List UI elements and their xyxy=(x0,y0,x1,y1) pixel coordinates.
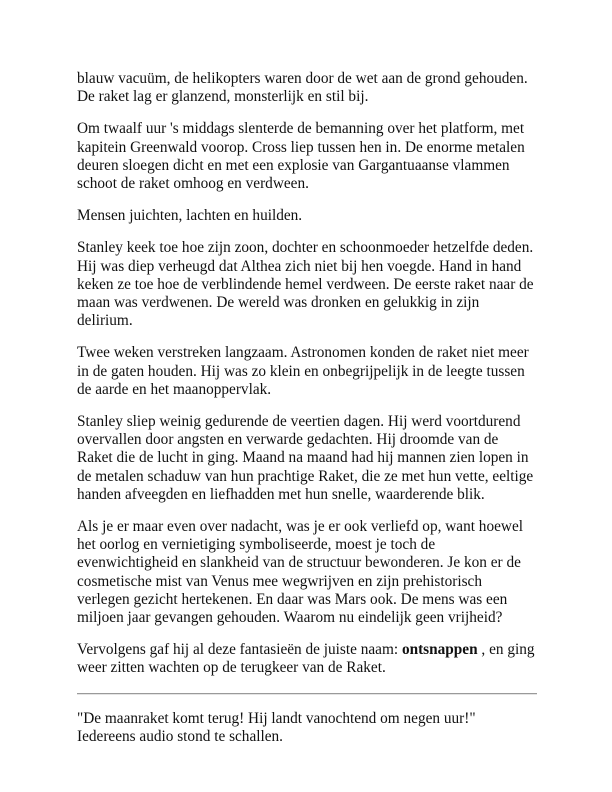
paragraph-escape xyxy=(77,641,537,677)
escape-keyword: ontsnappen xyxy=(401,641,478,659)
paragraph-moon-rocket-returns: "De maanraket komt terug! Hij landt vanochtend om negen uur!" Iedereens audio stond te schallen. xyxy=(77,709,476,745)
escape-text-before: Vervolgens gaf hij al deze fantasieën de juiste naam: xyxy=(77,641,402,659)
paragraph-stanley-watching: Stanley keek toe hoe zijn zoon, dochter en schoonmoeder hetzelfde deden. Hij was diep verheugd dat Althea zich niet bij hen voegde. Hand in hand keken ze toe hoe de verblindende hemel verdween. De eerste raket naar de maan was verdwenen. De wereld was dronken en gelukkig in zijn delirium. xyxy=(77,239,534,330)
paragraph-two-weeks: Twee weken verstreken langzaam. Astronomen konden de raket niet meer in de gaten houden. Hij was zo klein en onbegrijpelijk in de leegte tussen de aarde en het maanoppervlak. xyxy=(77,344,529,398)
paragraph-launch: Om twaalf uur 's middags slenterde de bemanning over het platform, met kapitein Greenwald voorop. Cross liep tussen hen in. De enorme metalen deuren sloegen dicht en met een explosie van Gargantuaanse vlammen schoot de raket omhoog en verdween. xyxy=(77,120,525,193)
paragraph-crowd: Mensen juichten, lachten en huilden. xyxy=(77,207,303,225)
escape-text-after: , en ging weer zitten wachten op de terugkeer van de Raket. xyxy=(77,641,535,677)
paragraph-vacuum: blauw vacuüm, de helikopters waren door de wet aan de grond gehouden. De raket lag er glanzend, monsterlijk en stil bij. xyxy=(77,70,528,106)
paragraph-admiration: Als je er maar even over nadacht, was je er ook verliefd op, want hoewel het oorlog en vernietiging symboliseerde, moest je toch de evenwichtigheid en slankheid van de structuur bewonderen. Je kon er de cosmetische mist van Venus mee wegwrijven en zijn prehistorisch verlegen gezicht hertekenen. En daar was Mars ook. De mens was een miljoen jaar gevangen gehouden. Waarom nu eindelijk geen vrijheid? xyxy=(77,518,523,627)
paragraph-stanley-dreams: Stanley sliep weinig gedurende de veertien dagen. Hij werd voortdurend overvallen door angsten en verwarde gedachten. Hij droomde van de Raket die de lucht in ging. Maand na maand had hij mannen zien lopen in de metalen schaduw van hun prachtige Raket, die ze met hun vette, eeltige handen afveegden en liefhadden met hun snelle, waarderende blik. xyxy=(77,413,534,503)
document-page xyxy=(77,70,537,760)
section-divider xyxy=(77,693,537,695)
